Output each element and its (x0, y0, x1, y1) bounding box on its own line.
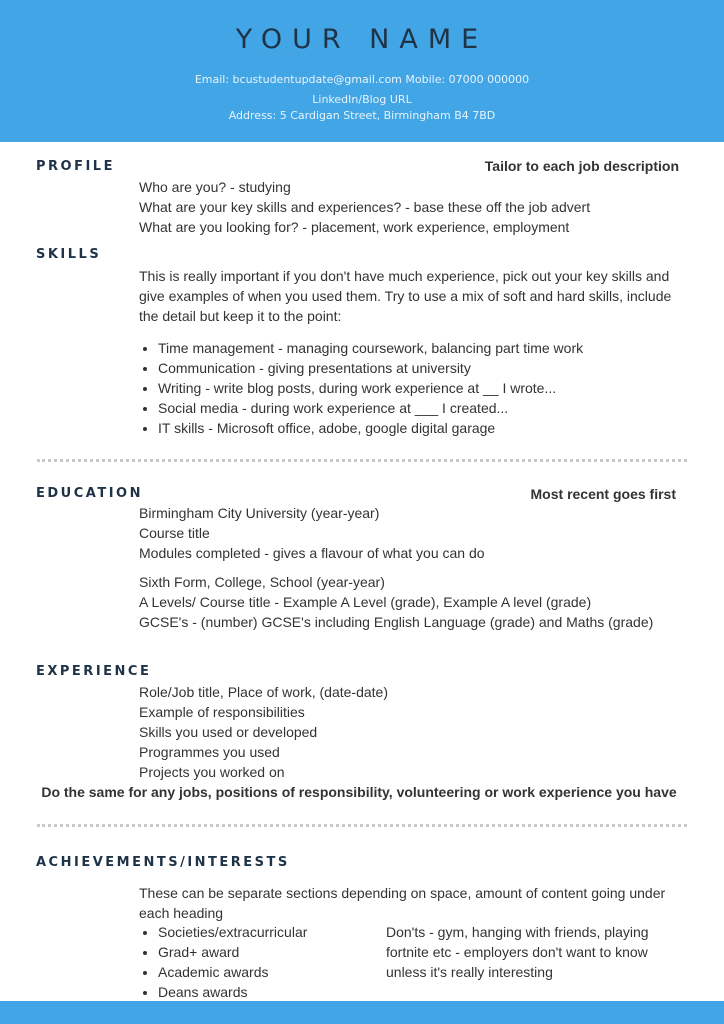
education-heading: EDUCATION (36, 486, 143, 501)
experience-line: Projects you worked on (139, 764, 285, 780)
education-note: Most recent goes first (530, 486, 676, 502)
education-line: A Levels/ Course title - Example A Level (grade), Example A level (grade) (139, 594, 592, 610)
education-line: Birmingham City University (year-year) (139, 505, 380, 521)
footer-bar (0, 1001, 724, 1024)
profile-line: Who are you? - studying (139, 179, 291, 195)
section-divider (37, 824, 687, 827)
experience-line: Role/Job title, Place of work, (date-date) (139, 684, 389, 700)
experience-note: Do the same for any jobs, positions of responsibility, volunteering or work experience you have (41, 784, 677, 800)
header-banner (0, 0, 724, 142)
list-item: • Academic awards (158, 962, 307, 982)
skills-list (139, 338, 583, 438)
candidate-name: YOUR NAME (235, 24, 489, 55)
experience-line: Skills you used or developed (139, 724, 318, 740)
profile-note: Tailor to each job description (484, 158, 679, 174)
skills-heading: SKILLS (36, 247, 102, 262)
list-item: • IT skills - Microsoft office, adobe, google digital garage (158, 418, 583, 438)
list-item: • Deans awards (158, 982, 307, 1002)
profile-line: What are your key skills and experiences? - base these off the job advert (139, 199, 591, 215)
list-item: • Communication - giving presentations at university (158, 358, 583, 378)
education-line: GCSE's - (number) GCSE's including English Language (grade) and Maths (grade) (139, 614, 654, 630)
experience-heading: EXPERIENCE (36, 664, 152, 679)
donts-note: Don'ts - gym, hanging with friends, playing fortnite etc - employers don't want to know unless it's really interesting (386, 924, 649, 980)
list-item: • Time management - managing coursework, balancing part time work (158, 338, 583, 358)
list-item: • Social media - during work experience at ___ I created... (158, 398, 583, 418)
list-item: • Writing - write blog posts, during work experience at __ I wrote... (158, 378, 583, 398)
profile-heading: PROFILE (36, 159, 115, 174)
experience-line: Programmes you used (139, 744, 280, 760)
contact-linkedin: LinkedIn/Blog URL (312, 93, 412, 106)
section-divider (37, 459, 687, 462)
experience-line: Example of responsibilities (139, 704, 305, 720)
achievements-list (139, 922, 307, 1002)
list-item: • Societies/extracurricular (158, 922, 307, 942)
skills-intro: This is really important if you don't have much experience, pick out your key skills and give examples of when you used them. Try to use a mix of soft and hard skills, include the detail but keep it to the point: (139, 268, 672, 324)
profile-line: What are you looking for? - placement, work experience, employment (139, 219, 570, 235)
education-line: Modules completed - gives a flavour of what you can do (139, 545, 485, 561)
list-item: • Grad+ award (158, 942, 307, 962)
contact-email-mobile: Email: bcustudentupdate@gmail.com Mobile: 07000 000000 (194, 73, 530, 86)
education-line: Course title (139, 525, 210, 541)
achievements-heading: ACHIEVEMENTS/INTERESTS (36, 855, 290, 870)
achievements-intro: These can be separate sections depending on space, amount of content going under each heading (139, 885, 666, 921)
contact-address: Address: 5 Cardigan Street, Birmingham B4 7BD (228, 109, 496, 122)
education-line: Sixth Form, College, School (year-year) (139, 574, 385, 590)
